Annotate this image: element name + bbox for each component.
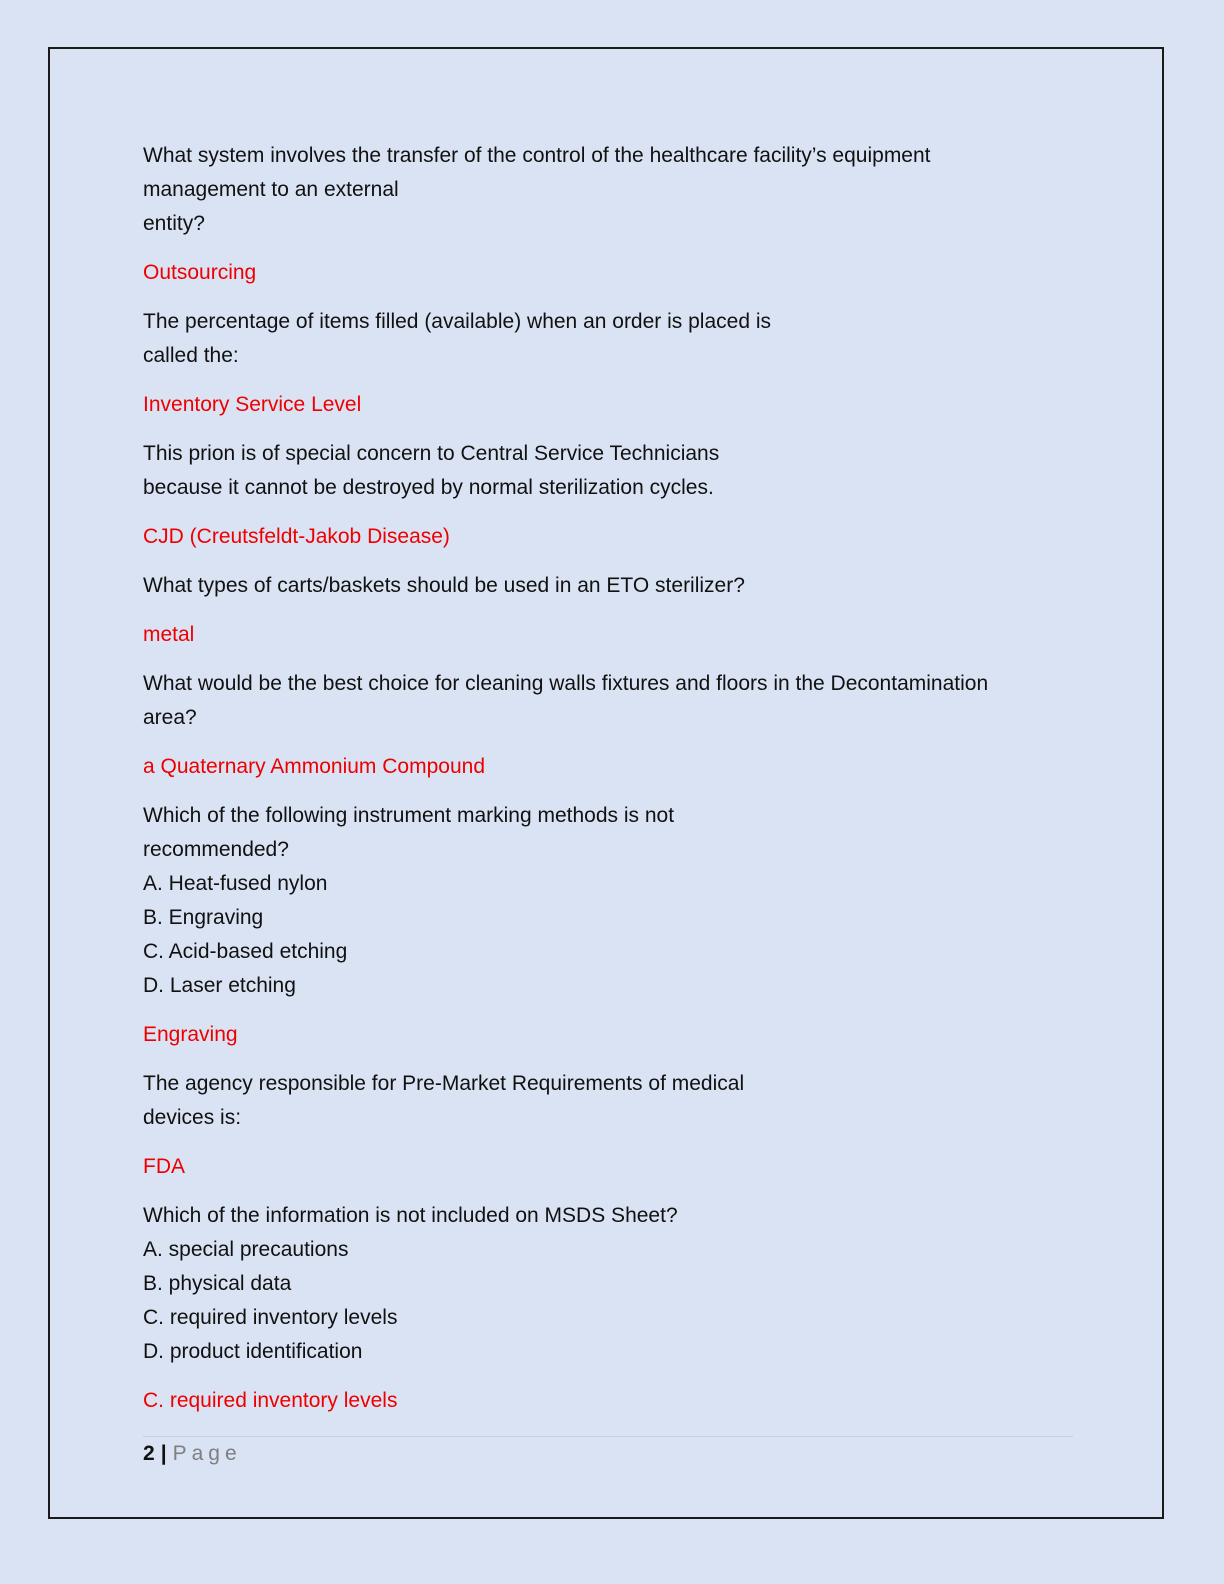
question-line: management to an external xyxy=(143,178,399,201)
answer-text: FDA xyxy=(143,1155,185,1178)
page-label: Page xyxy=(172,1442,242,1465)
page-number: 2 xyxy=(143,1442,155,1465)
question xyxy=(143,1067,1083,1135)
qa-item xyxy=(143,1199,1083,1418)
question-line: Which of the following instrument marking methods is not xyxy=(143,804,675,827)
question-line: because it cannot be destroyed by normal sterilization cycles. xyxy=(143,476,714,499)
qa-item xyxy=(143,799,1083,1052)
question-line: devices is: xyxy=(143,1106,242,1129)
qa-item xyxy=(143,569,1083,652)
question xyxy=(143,799,1083,1003)
qa-item xyxy=(143,1067,1083,1184)
question-line: entity? xyxy=(143,212,205,235)
answer-text: Engraving xyxy=(143,1023,238,1046)
qa-item xyxy=(143,667,1083,784)
answer-option: D. Laser etching xyxy=(143,974,296,997)
question-line: called the: xyxy=(143,344,239,367)
question xyxy=(143,305,1083,373)
question xyxy=(143,437,1083,505)
answer-option: A. special precautions xyxy=(143,1238,349,1261)
question-line: recommended? xyxy=(143,838,289,861)
answer-text: Outsourcing xyxy=(143,261,257,284)
question-line: Which of the information is not included on MSDS Sheet? xyxy=(143,1204,678,1227)
question xyxy=(143,1199,1083,1369)
answer-text: C. required inventory levels xyxy=(143,1389,398,1412)
question-line: What types of carts/baskets should be used in an ETO sterilizer? xyxy=(143,574,745,597)
answer-option: B. physical data xyxy=(143,1272,292,1295)
question xyxy=(143,667,1083,735)
answer-text: a Quaternary Ammonium Compound xyxy=(143,755,485,778)
answer-text: metal xyxy=(143,623,195,646)
qa-item xyxy=(143,305,1083,422)
page-footer xyxy=(143,1440,242,1468)
question-line: This prion is of special concern to Central Service Technicians xyxy=(143,442,720,465)
question-line: The agency responsible for Pre-Market Requirements of medical xyxy=(143,1072,745,1095)
question xyxy=(143,139,1083,241)
question-line: What system involves the transfer of the control of the healthcare facility’s equipment xyxy=(143,144,931,167)
answer-option: A. Heat-fused nylon xyxy=(143,872,328,895)
question-line: What would be the best choice for cleaning walls fixtures and floors in the Decontamination xyxy=(143,672,989,695)
answer-option: C. required inventory levels xyxy=(143,1306,398,1329)
answer-option: C. Acid-based etching xyxy=(143,940,348,963)
answer-option: B. Engraving xyxy=(143,906,264,929)
answer-option: D. product identification xyxy=(143,1340,363,1363)
footer-divider xyxy=(143,1436,1073,1437)
answer-text: CJD (Creutsfeldt-Jakob Disease) xyxy=(143,525,450,548)
footer-separator: | xyxy=(160,1442,167,1465)
question-line: The percentage of items filled (available) when an order is placed is xyxy=(143,310,772,333)
qa-item xyxy=(143,437,1083,554)
document-body xyxy=(143,139,1083,1433)
answer-text: Inventory Service Level xyxy=(143,393,362,416)
qa-item xyxy=(143,139,1083,290)
question xyxy=(143,569,1083,603)
question-line: area? xyxy=(143,706,197,729)
